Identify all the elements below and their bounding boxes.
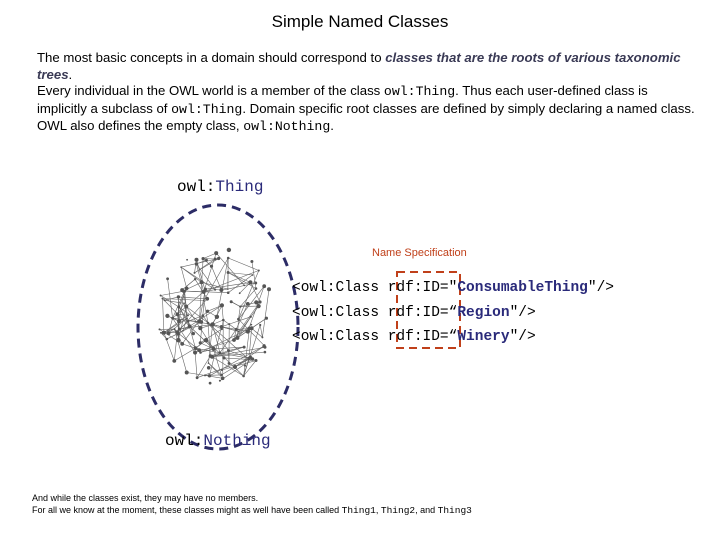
intro-p2-b: . Thus each user-defined class is implicitly a subclass of	[37, 83, 648, 116]
intro-line1-pre: The most basic concepts in a domain should correspond to	[37, 50, 386, 65]
individuals-cluster	[159, 248, 272, 385]
intro-line1-post: .	[68, 66, 73, 82]
footnote: And while the classes exist, they may have no members. For all we know at the moment, these classes might as well have been called Thing1, Thing2, and Thing3	[32, 493, 472, 516]
thing-boundary-circle	[138, 205, 298, 449]
code-line-winery: <owl:Class rdf:ID=“Winery"/>	[292, 329, 536, 345]
intro-p2-d: .	[330, 118, 334, 133]
code-line-consumablething: <owl:Class rdf:ID="ConsumableThing"/>	[292, 280, 614, 296]
intro-p2-c: . Domain specific root classes are defined by simply declaring a named class. OWL also defines the empty class,	[37, 100, 695, 133]
code-line-region: <owl:Class rdf:ID=“Region"/>	[292, 305, 536, 321]
owl-nothing-label: owl:Nothing	[165, 432, 271, 450]
intro-code-nothing: owl:Nothing	[243, 119, 331, 134]
intro-emphasis: classes that are the roots of various taxonomic trees	[37, 50, 681, 82]
owl-thing-label: owl:Thing	[177, 178, 264, 196]
intro-code-thing-2: owl:Thing	[171, 101, 243, 117]
page-title: Simple Named Classes	[271, 12, 449, 31]
intro-code-thing-1: owl:Thing	[383, 84, 456, 99]
name-spec-label: Name Specification	[372, 247, 467, 259]
intro-p2-a: Every individual in the OWL world is a member of the class	[37, 83, 384, 98]
